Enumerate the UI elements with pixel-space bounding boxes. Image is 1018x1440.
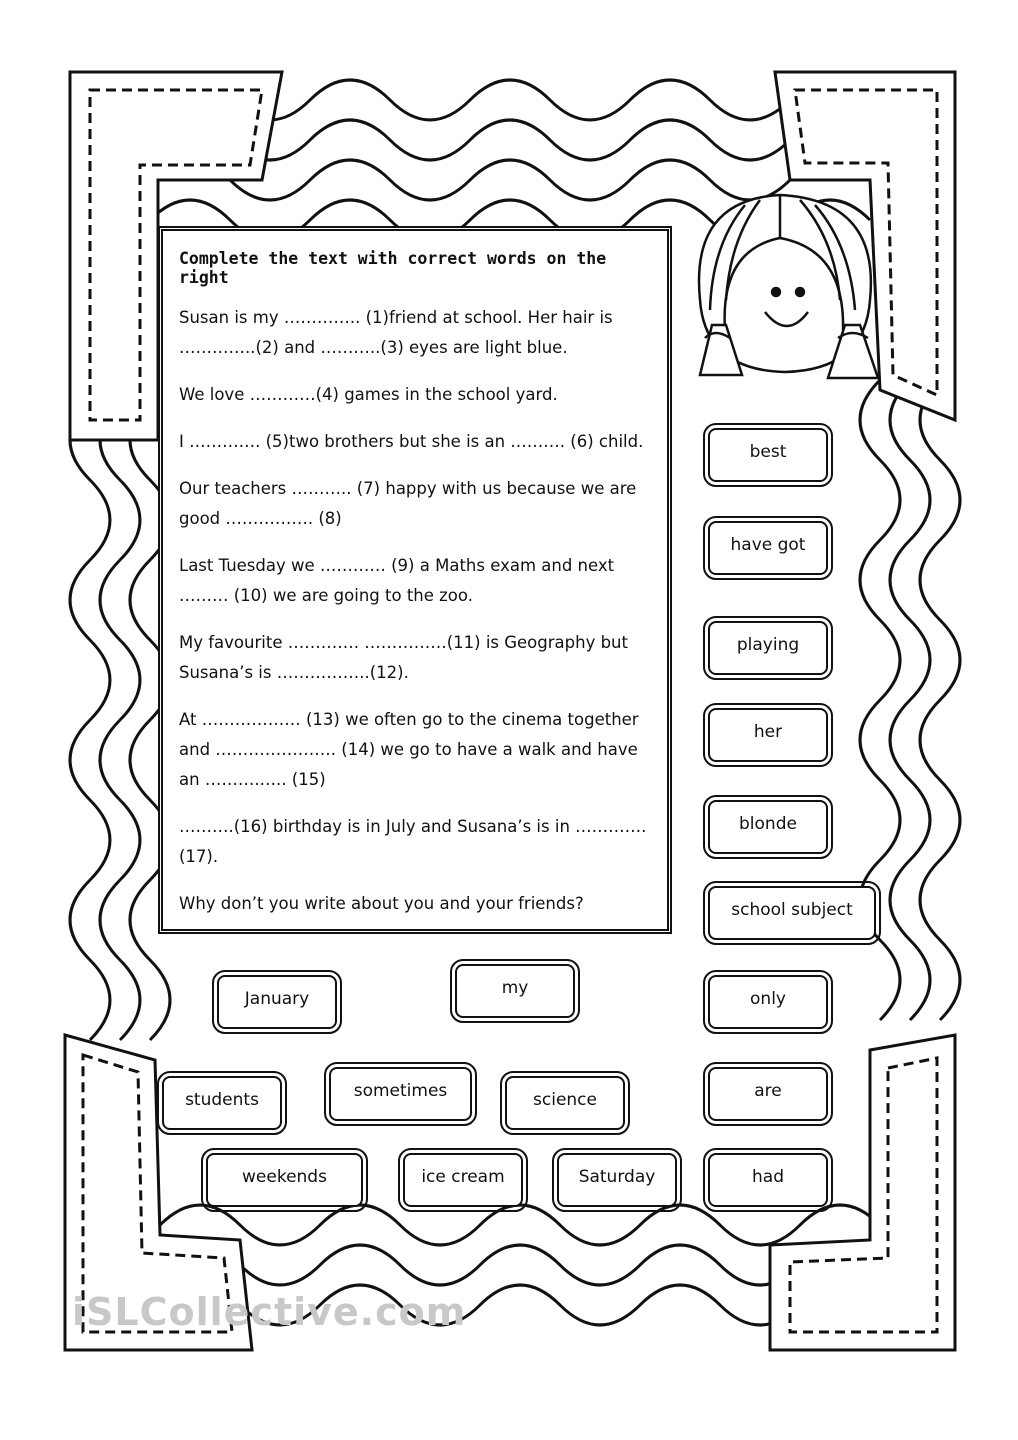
word-sometimes: sometimes (329, 1067, 472, 1121)
word-her: her (708, 708, 828, 762)
paragraph-1: Susan is my ………….. (1)friend at school. Her hair is …………..(2) and ………..(3) eyes are light blue. (179, 308, 613, 357)
word-are: are (708, 1067, 828, 1121)
paragraph-3: I …………. (5)two brothers but she is an ………. (6) child. (179, 432, 644, 451)
word-ice-cream: ice cream (403, 1153, 523, 1207)
girl-face-illustration (699, 195, 878, 378)
word-saturday: Saturday (557, 1153, 677, 1207)
paragraph-2: We love …………(4) games in the school yard. (179, 385, 558, 404)
paragraph-4: Our teachers ……….. (7) happy with us because we are good ……………. (8) (179, 479, 637, 528)
word-best: best (708, 428, 828, 482)
word-weekends: weekends (206, 1153, 363, 1207)
word-had: had (708, 1153, 828, 1207)
paragraph-5: Last Tuesday we ………… (9) a Maths exam and next ……… (10) we are going to the zoo. (179, 556, 615, 605)
instructions: Complete the text with correct words on the right (179, 249, 607, 287)
paragraph-7: At ……………… (13) we often go to the cinema together and …………………. (14) we go to have a walk and have an ……….….. (15) (179, 710, 639, 789)
word-playing: playing (708, 621, 828, 675)
closing-question: Why don’t you write about you and your friends? (179, 894, 584, 913)
word-my: my (455, 964, 575, 1018)
word-january: January (217, 975, 337, 1029)
word-students: students (162, 1076, 282, 1130)
word-science: science (505, 1076, 625, 1130)
word-only: only (708, 975, 828, 1029)
exercise-text-box (158, 226, 672, 934)
word-blonde: blonde (708, 800, 828, 854)
word-have-got: have got (708, 521, 828, 575)
paragraph-6: My favourite …………. ……………(11) is Geography but Susana’s is ……………..(12). (179, 633, 628, 682)
word-school-subject: school subject (708, 886, 876, 940)
watermark: iSLCollective.com (72, 1290, 467, 1334)
paragraph-8: ……….(16) birthday is in July and Susana’s is in …………. (17). (179, 817, 647, 866)
